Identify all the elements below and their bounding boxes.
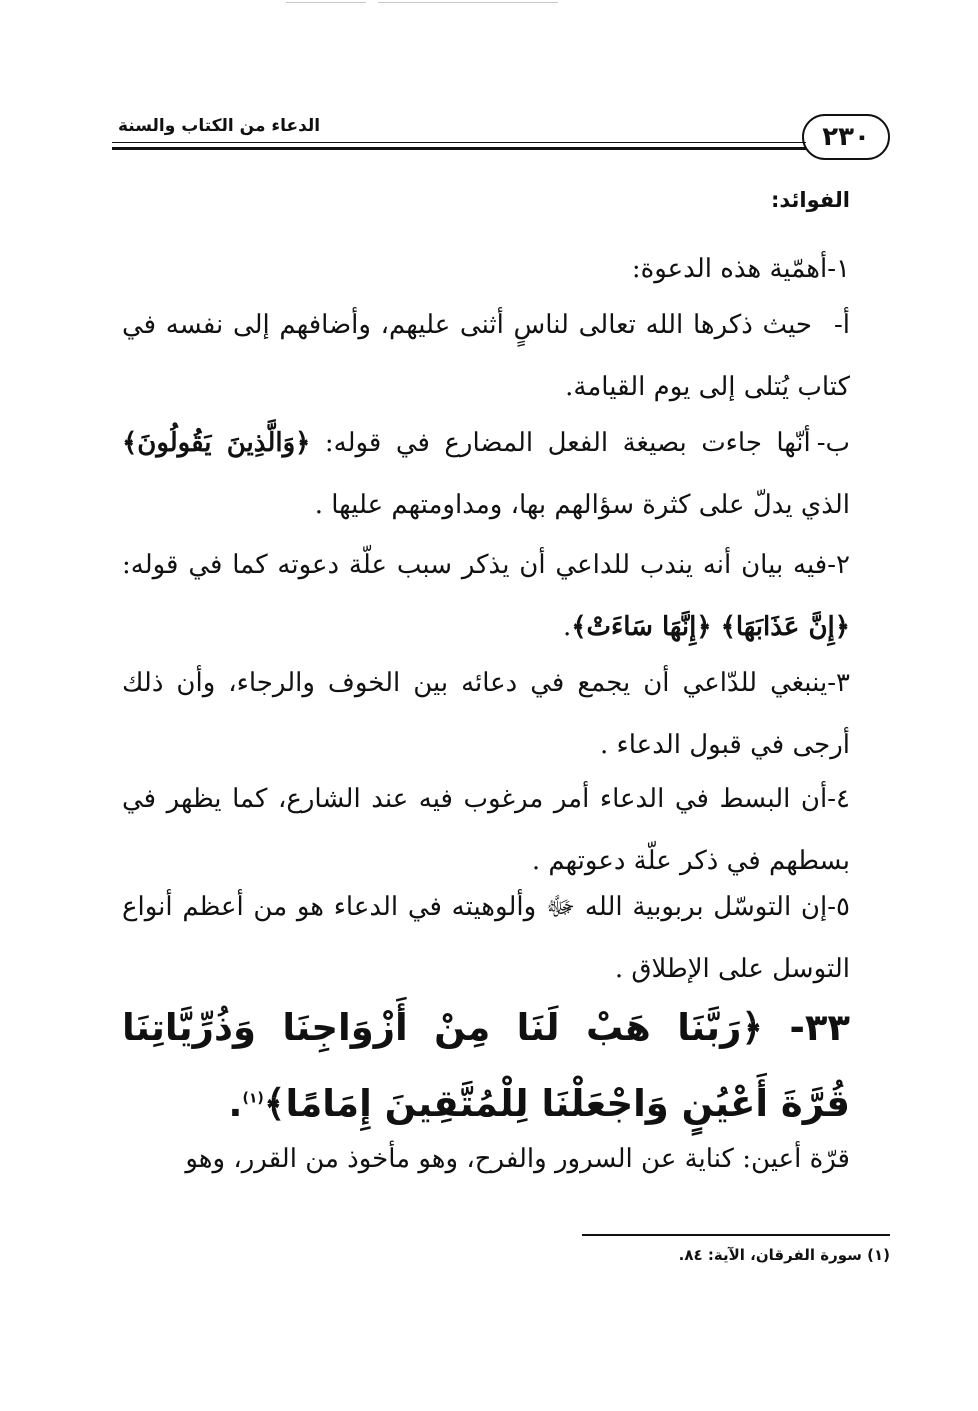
- item-number: ٢-: [827, 550, 850, 580]
- item-text: حيث ذكرها الله تعالى لناسٍ أثنى عليهم، وأضافهم إلى نفسه في كتاب يُتلى إلى يوم القيامة.: [122, 310, 850, 402]
- benefit-1: [122, 238, 850, 300]
- page-number: ٢٣٠: [802, 114, 890, 160]
- verse-33: [122, 990, 850, 1142]
- book-title: الدعاء من الكتاب والسنة: [118, 116, 321, 136]
- item-text: أنّها جاءت بصيغة الفعل المضارع في قوله:: [324, 428, 811, 458]
- item-text: أهمّية هذه الدعوة:: [631, 254, 828, 284]
- item-number: ٤-: [827, 784, 850, 814]
- verse-text: ﴿رَبَّنَا هَبْ لَنَا مِنْ أَزْوَاجِنَا وَذُرِّيَّاتِنَا قُرَّةَ أَعْيُنٍ وَاجْعَلْنَا لِلْمُتَّقِينَ إِمَامًا﴾: [122, 1006, 850, 1125]
- scan-mark: [286, 2, 366, 3]
- item-text: .: [563, 612, 572, 642]
- item-text: ينبغي للدّاعي أن يجمع في دعائه بين الخوف والرجاء، وأن ذلك أرجى في قبول الدعاء .: [122, 668, 850, 760]
- explanation-paragraph: قرّة أعين: كناية عن السرور والفرح، وهو مأخوذ من القرر، وهو: [185, 1144, 850, 1174]
- benefit-1b: [122, 412, 850, 536]
- benefit-2: [122, 534, 850, 658]
- scan-mark: [378, 2, 558, 3]
- benefit-5: [122, 876, 850, 1000]
- verse-number: ٣٣-: [789, 1006, 850, 1049]
- benefit-3: [122, 652, 850, 776]
- footnote: (١) سورة الفرقان، الآية: ٨٤.: [678, 1246, 890, 1264]
- quran-quote: ﴿وَالَّذِينَ يَقُولُونَ﴾: [122, 428, 311, 458]
- page-header: [112, 108, 890, 168]
- item-text: إن التوسّل بربوبية الله ﷻ وألوهيته في الدعاء هو من أعظم أنواع التوسل على الإطلاق .: [122, 892, 850, 984]
- footnote-reference[interactable]: (١): [242, 1090, 264, 1107]
- header-rule: [112, 142, 806, 143]
- item-number: ٣-: [827, 668, 850, 698]
- quran-quote: ﴿إِنَّ عَذَابَهَا﴾ ﴿إِنَّهَا سَاءَتْ﴾: [571, 612, 850, 642]
- section-heading: الفوائد:: [771, 188, 850, 212]
- item-text: أن البسط في الدعاء أمر مرغوب فيه عند الشارع، كما يظهر في بسطهم في ذكر علّة دعوتهم .: [122, 784, 850, 876]
- verse-end: .: [228, 1082, 243, 1125]
- item-text: الذي يدلّ على كثرة سؤالهم بها، ومداومتهم عليها .: [314, 490, 850, 520]
- footnote-divider: [582, 1234, 890, 1236]
- item-letter: ب-: [816, 428, 851, 458]
- item-text: فيه بيان أنه يندب للداعي أن يذكر سبب علّة دعوته كما في قوله:: [122, 550, 828, 580]
- item-number: ١-: [827, 254, 850, 284]
- item-number: ٥-: [827, 892, 850, 922]
- header-rule: [112, 147, 806, 150]
- item-letter: أ-: [833, 310, 850, 340]
- benefit-1a: [122, 294, 850, 418]
- benefit-4: [122, 768, 850, 892]
